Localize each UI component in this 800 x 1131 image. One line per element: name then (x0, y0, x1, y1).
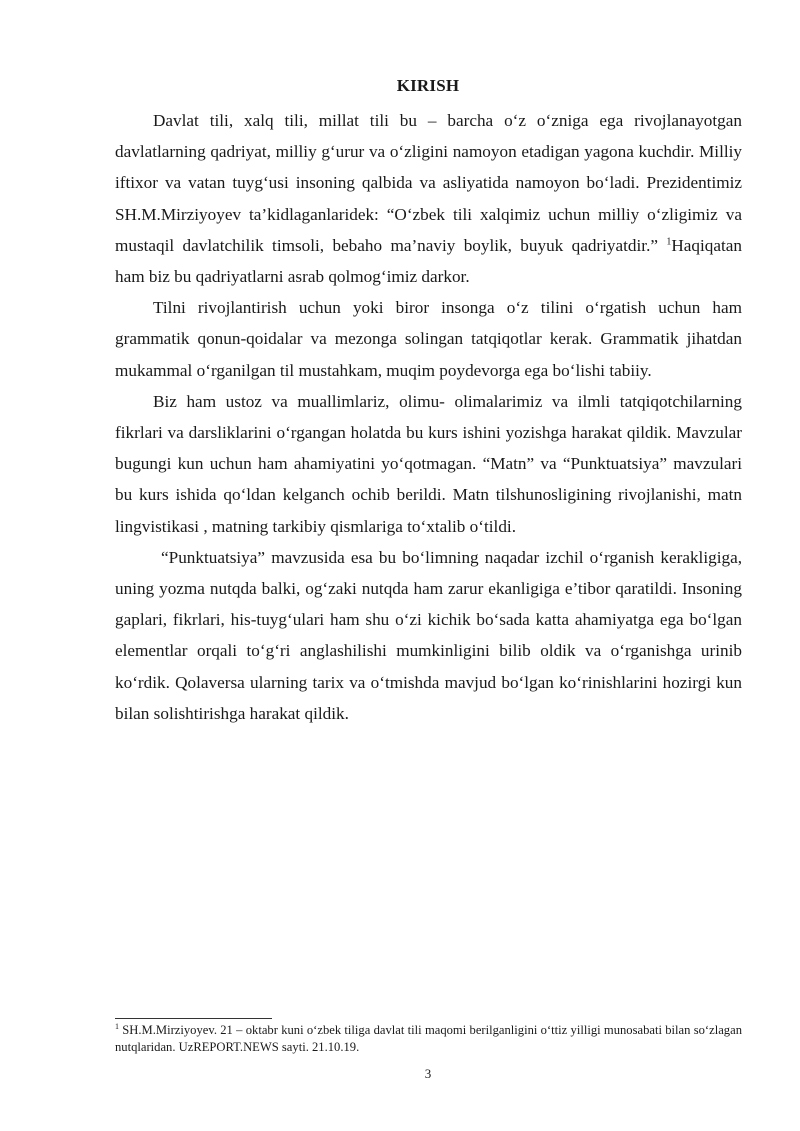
footnote-text: SH.M.Mirziyoyev. 21 – oktabr kuni o‘zbek tiliga davlat tili maqomi berilganligini o‘ttiz yilligi munosabati bilan so‘zlagan nutqlaridan. UzREPORT.NEWS sayti. 21.10.19. (115, 1023, 742, 1054)
footnote-reference: 1 (666, 236, 672, 248)
paragraph-1 (115, 105, 742, 292)
paragraph-1-text-before: Davlat tili, xalq tili, millat tili bu – barcha o‘z o‘zniga ega rivojlanayotgan davlatlarning qadriyat, milliy g‘urur va o‘zligini namoyon etadigan yagona kuchdir. Milliy iftixor va vatan tuyg‘usi insoning qalbida va asliyatida namoyon bo‘ladi. Prezidentimiz SH.M.Mirziyoyev ta’kidlaganlaridek: “O‘zbek tili xalqimiz uchun milliy o‘zligimiz va mustaqil davlatchilik timsoli, bebaho ma’naviy boylik, buyuk qadriyatdir.” (115, 111, 742, 255)
page-number: 3 (424, 1066, 432, 1081)
paragraph-1-text-after: Haqiqatan ham biz bu qadriyatlarni asrab qolmog‘imiz darkor. (115, 235, 742, 287)
paragraph-3: Biz ham ustoz va muallimlariz, olimu- olimalarimiz va ilmli tatqiqotchilarning fikrlari va darsliklarini o‘rgangan holatda bu kurs ishini yozishga harakat qildik. Mavzular bugungi kun uchun ham ahamiyatini yo‘qotmagan. “Matn” va “Punktuatsiya” mavzulari bu kurs ishida qo‘ldan kelganch ochib berildi. Matn tilshunosligining rivojlanishi, matn lingvistikasi , matning tarkibiy qismlariga to‘xtalib o‘tildi. (115, 391, 742, 536)
page-title: KIRISH (396, 76, 460, 95)
body-text (115, 105, 742, 729)
paragraph-4: “Punktuatsiya” mavzusida esa bu bo‘limning naqadar izchil o‘rganish kerakligiga, uning yozma nutqda balki, og‘zaki nutqda ham zarur ekanligiga e’tibor qaratildi. Insoning gaplari, fikrlari, his-tuyg‘ulari ham shu o‘zi kichik bo‘sada katta ahamiyatga ega bo‘lgan elementlar orqali to‘g‘ri anglashilishi mumkinligini bilib oldik va o‘rganishga urinib ko‘rdik. Qolaversa ularning tarix va o‘tmishda mavjud bo‘lgan ko‘rinishlarini hozirgi kun bilan solishtirishga harakat qildik. (115, 547, 742, 723)
paragraph-2: Tilni rivojlantirish uchun yoki biror insonga o‘z tilini o‘rgatish uchun ham grammatik qonun-qoidalar va mezonga solingan tatqiqotlar kerak. Grammatik jihatdan mukammal o‘rganilgan til mustahkam, muqim poydevorga ega bo‘lishi tabiiy. (115, 298, 742, 380)
footnote-marker: 1 (115, 1021, 119, 1031)
footnote-separator (115, 1018, 272, 1019)
footnote (115, 1022, 742, 1056)
